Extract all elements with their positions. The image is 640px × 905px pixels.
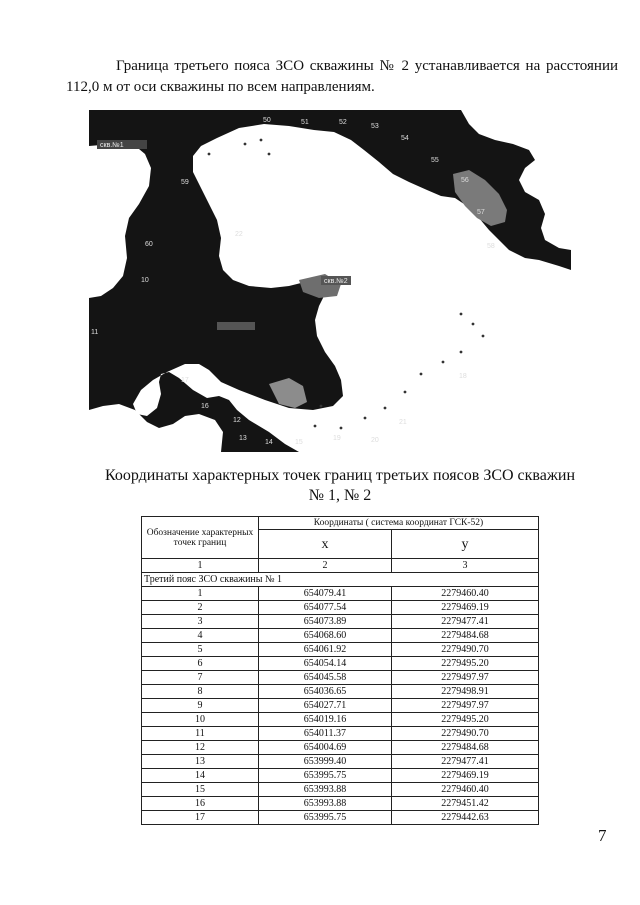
- point-number-cell: 15: [142, 783, 259, 797]
- y-coordinate-cell: 2279484.68: [391, 629, 538, 643]
- map-label: 21: [399, 419, 407, 426]
- map-label: 11: [91, 329, 99, 336]
- map-label: 57: [477, 209, 485, 216]
- y-coordinate-cell: 2279495.20: [391, 657, 538, 671]
- x-coordinate-cell: 654036.65: [259, 685, 392, 699]
- header-y: у: [391, 530, 538, 559]
- point-number-cell: 3: [142, 615, 259, 629]
- table-row: [142, 657, 539, 671]
- x-coordinate-cell: 653995.75: [259, 769, 392, 783]
- x-coordinate-cell: 653993.88: [259, 783, 392, 797]
- map-label: 16: [201, 403, 209, 410]
- x-coordinate-cell: 654054.14: [259, 657, 392, 671]
- table-row: [142, 587, 539, 601]
- x-coordinate-cell: 653995.75: [259, 811, 392, 825]
- map-label: 12: [233, 417, 241, 424]
- column-number: 1: [142, 559, 259, 573]
- table-row: [142, 783, 539, 797]
- x-coordinate-cell: 654019.16: [259, 713, 392, 727]
- point-number-cell: 1: [142, 587, 259, 601]
- well-tag-box: [217, 322, 255, 330]
- point-number-cell: 13: [142, 755, 259, 769]
- well-tag-label: скв.№2: [324, 278, 348, 285]
- table-row: [142, 629, 539, 643]
- table-row: [142, 671, 539, 685]
- x-coordinate-cell: 653999.40: [259, 755, 392, 769]
- map-label: 55: [431, 157, 439, 164]
- section-heading: Третий пояс ЗСО скважины № 1: [142, 573, 539, 587]
- table-row: [142, 741, 539, 755]
- map-label: 59: [181, 179, 189, 186]
- map-label: 60: [145, 241, 153, 248]
- header-point-label: Обозначение характерных точек границ: [142, 517, 259, 559]
- point-number-cell: 4: [142, 629, 259, 643]
- map-label: 52: [339, 119, 347, 126]
- map-label: 18: [459, 373, 467, 380]
- table-row: [142, 685, 539, 699]
- y-coordinate-cell: 2279495.20: [391, 713, 538, 727]
- y-coordinate-cell: 2279460.40: [391, 587, 538, 601]
- x-coordinate-cell: 654068.60: [259, 629, 392, 643]
- point-number-cell: 5: [142, 643, 259, 657]
- map-label: 15: [295, 439, 303, 446]
- point-number-cell: 7: [142, 671, 259, 685]
- intro-paragraph: Граница третьего пояса ЗСО скважины № 2 устанавливается на расстоянии 112,0 м от оси скважины по всем направлениям.: [66, 58, 618, 95]
- y-coordinate-cell: 2279490.70: [391, 643, 538, 657]
- y-coordinate-cell: 2279460.40: [391, 783, 538, 797]
- table-row: [142, 601, 539, 615]
- coordinates-table-body: [142, 587, 539, 825]
- y-coordinate-cell: 2279498.91: [391, 685, 538, 699]
- map-label: 13: [239, 435, 247, 442]
- map-label: 58: [487, 243, 495, 250]
- column-number: 2: [259, 559, 392, 573]
- table-row: [142, 769, 539, 783]
- y-coordinate-cell: 2279484.68: [391, 741, 538, 755]
- well-tag-label: скв.№1: [100, 142, 124, 149]
- y-coordinate-cell: 2279497.97: [391, 699, 538, 713]
- y-coordinate-cell: 2279490.70: [391, 727, 538, 741]
- map-label: 50: [263, 117, 271, 124]
- table-row: [142, 713, 539, 727]
- table-row: [142, 699, 539, 713]
- y-coordinate-cell: 2279477.41: [391, 755, 538, 769]
- x-coordinate-cell: 654077.54: [259, 601, 392, 615]
- point-number-cell: 10: [142, 713, 259, 727]
- map-label: 14: [265, 439, 273, 446]
- header-coordinates: Координаты ( система координат ГСК-52): [259, 517, 539, 530]
- header-x: х: [259, 530, 392, 559]
- y-coordinate-cell: 2279469.19: [391, 601, 538, 615]
- map-label: 22: [235, 231, 243, 238]
- x-coordinate-cell: 654004.69: [259, 741, 392, 755]
- point-number-cell: 6: [142, 657, 259, 671]
- x-coordinate-cell: 654027.71: [259, 699, 392, 713]
- table-row: [142, 811, 539, 825]
- point-number-cell: 17: [142, 811, 259, 825]
- point-number-cell: 14: [142, 769, 259, 783]
- x-coordinate-cell: 654079.41: [259, 587, 392, 601]
- point-number-cell: 8: [142, 685, 259, 699]
- map-label: 10: [141, 277, 149, 284]
- y-coordinate-cell: 2279451.42: [391, 797, 538, 811]
- x-coordinate-cell: 654011.37: [259, 727, 392, 741]
- point-number-cell: 11: [142, 727, 259, 741]
- point-number-cell: 2: [142, 601, 259, 615]
- coordinates-table: [141, 516, 539, 825]
- y-coordinate-cell: 2279497.97: [391, 671, 538, 685]
- point-number-cell: 9: [142, 699, 259, 713]
- y-coordinate-cell: 2279469.19: [391, 769, 538, 783]
- point-number-cell: 12: [142, 741, 259, 755]
- table-row: [142, 727, 539, 741]
- table-row: [142, 797, 539, 811]
- map-label: 54: [401, 135, 409, 142]
- y-coordinate-cell: 2279442.63: [391, 811, 538, 825]
- page-number: 7: [598, 826, 607, 845]
- map-label: 19: [333, 435, 341, 442]
- y-coordinate-cell: 2279477.41: [391, 615, 538, 629]
- x-coordinate-cell: 654061.92: [259, 643, 392, 657]
- zone-map-drawing: [89, 110, 571, 452]
- table-caption: Координаты характерных точек границ третьих поясов ЗСО скважин № 1, № 2: [104, 467, 576, 504]
- x-coordinate-cell: 654073.89: [259, 615, 392, 629]
- point-number-cell: 16: [142, 797, 259, 811]
- map-label: 20: [371, 437, 379, 444]
- map-label: 56: [461, 177, 469, 184]
- x-coordinate-cell: 653993.88: [259, 797, 392, 811]
- map-label: 51: [301, 119, 309, 126]
- x-coordinate-cell: 654045.58: [259, 671, 392, 685]
- table-row: [142, 643, 539, 657]
- column-number: 3: [391, 559, 538, 573]
- table-row: [142, 615, 539, 629]
- zone-map: [89, 110, 571, 452]
- map-label: 53: [371, 123, 379, 130]
- map-label: 17: [181, 377, 189, 384]
- table-row: [142, 755, 539, 769]
